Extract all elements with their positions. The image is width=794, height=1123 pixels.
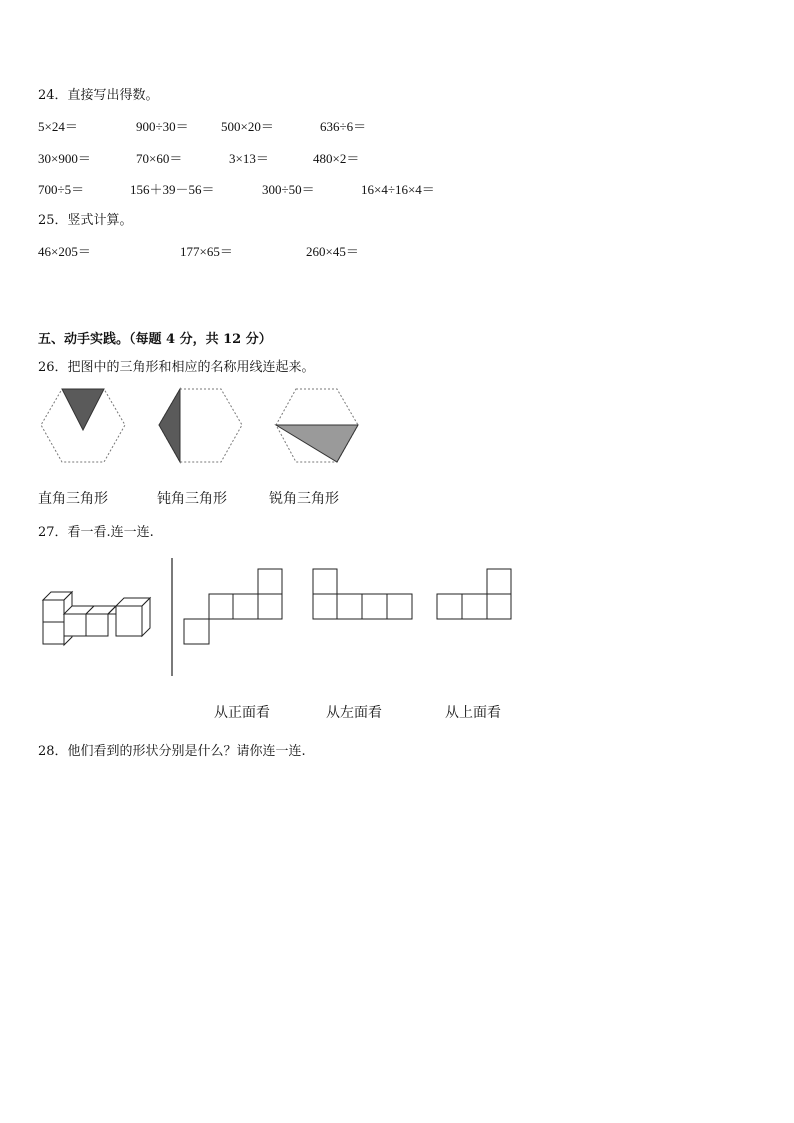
q24-r1-c4: 636÷6＝ (320, 119, 367, 134)
shaded-triangle-1 (62, 389, 104, 430)
q25-title: 25．竖式计算。 (38, 213, 133, 228)
hexagon-figure-2 (159, 389, 242, 462)
label-acute-triangle: 锐角三角形 (269, 491, 339, 507)
view-grid-1 (184, 569, 282, 644)
q25-item-2: 177×65＝ (180, 244, 233, 259)
view-grid-3 (437, 569, 511, 619)
label-top-view: 从上面看 (445, 705, 501, 721)
q24-r2-c2: 70×60＝ (136, 151, 183, 166)
q24-r1-c2: 900÷30＝ (136, 119, 189, 134)
shaded-triangle-3 (276, 425, 358, 462)
q24-r2-c3: 3×13＝ (229, 151, 269, 166)
q24-r1-c1: 5×24＝ (38, 119, 78, 134)
hexagon-figure-3 (276, 389, 358, 462)
shaded-triangle-2 (159, 389, 180, 462)
q28-title: 28．他们看到的形状分别是什么？请你连一连. (38, 744, 306, 759)
label-front-view: 从正面看 (214, 705, 270, 721)
q24-title: 24．直接写出得数。 (38, 88, 159, 103)
q24-r2-c4: 480×2＝ (313, 151, 360, 166)
label-right-triangle: 直角三角形 (38, 491, 108, 507)
q24-r3-c3: 300÷50＝ (262, 182, 315, 197)
section-5-title: 五、动手实践。（每题 4 分，共 12 分） (38, 332, 272, 347)
q24-r3-c2: 156＋39－56＝ (130, 182, 215, 197)
q25-item-3: 260×45＝ (306, 244, 359, 259)
view-grid-2 (313, 569, 412, 619)
hexagon-figure-1 (41, 389, 125, 462)
q24-r1-c3: 500×20＝ (221, 119, 274, 134)
cube-structure (43, 592, 150, 645)
q26-title: 26．把图中的三角形和相应的名称用线连起来。 (38, 360, 315, 375)
q24-r2-c1: 30×900＝ (38, 151, 91, 166)
label-obtuse-triangle: 钝角三角形 (157, 491, 227, 507)
q25-item-1: 46×205＝ (38, 244, 91, 259)
q24-r3-c4: 16×4÷16×4＝ (361, 182, 435, 197)
label-left-view: 从左面看 (326, 705, 382, 721)
q27-title: 27．看一看.连一连. (38, 525, 154, 540)
q24-r3-c1: 700÷5＝ (38, 182, 85, 197)
